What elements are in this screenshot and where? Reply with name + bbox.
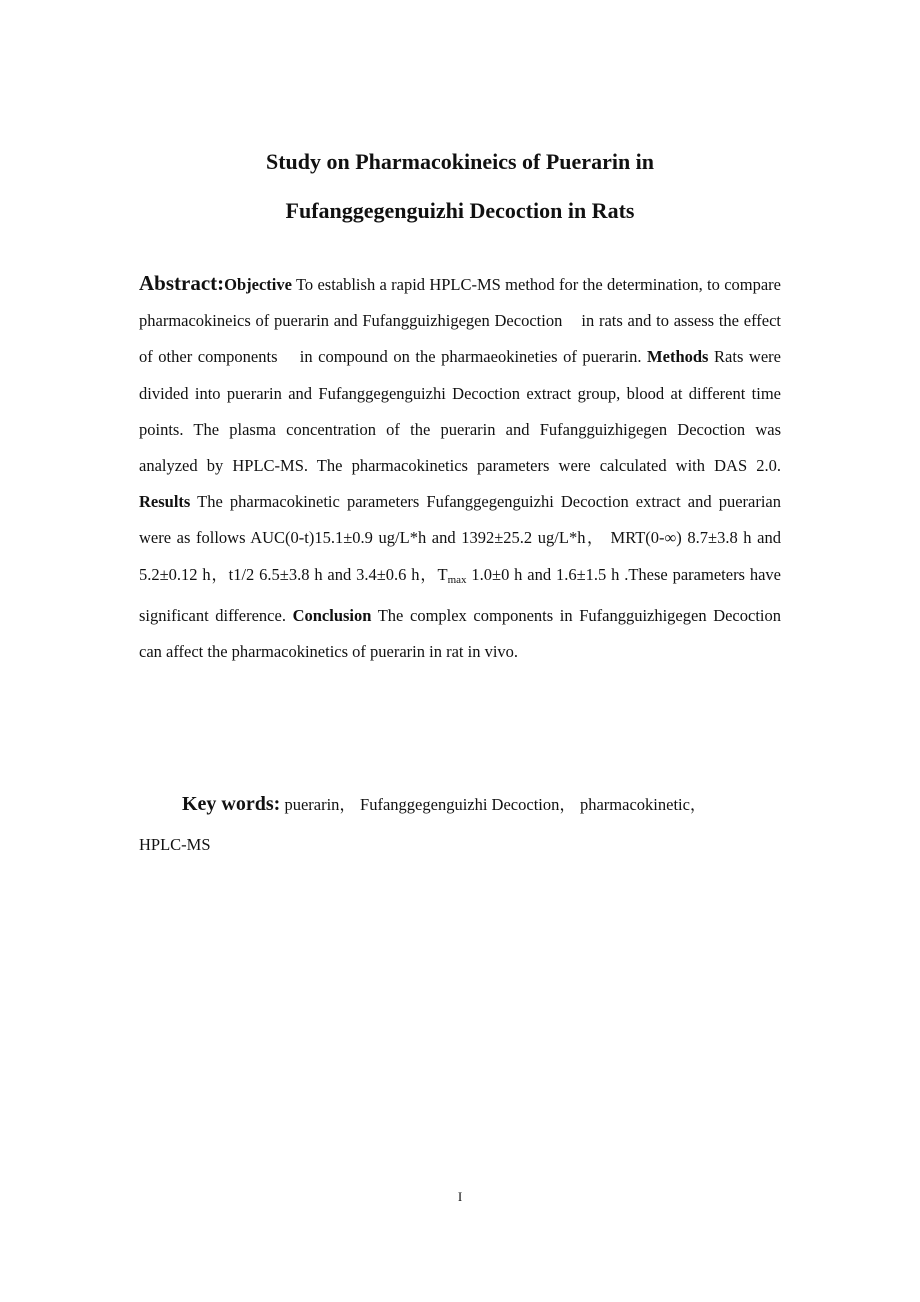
methods-text: Rats were divided into puerarin and Fufanggegenguizhi Decoction extract group, blood at different time points. The plasma concentration of the puerarin and Fufangguizhigegen Decoction was analyzed by HPLC-MS. The pharmacokinetics parameters were calculated with DAS 2.0. — [139, 347, 781, 476]
title-line-2: Fufanggegenguizhi Decoction in Rats — [285, 198, 635, 223]
results-label: Results — [139, 492, 191, 512]
objective-label: Objective — [224, 275, 292, 294]
objective-text: To establish a rapid HPLC-MS method for the determination, to compare pharmacokineics of puerarin and Fufangguizhigegen Decoction in rats and to assess the effect of other components in compound on the pharmaeokineties of puerarin. — [139, 275, 781, 367]
keywords-line-1 — [139, 784, 781, 825]
keywords-line-2: HPLC-MS — [139, 835, 211, 854]
keywords-list: puerarin， Fufanggegenguizhi Decoction， pharmacokinetic， — [280, 795, 707, 814]
tmax-symbol — [437, 565, 466, 584]
keywords-section — [139, 784, 781, 865]
abstract-heading: Abstract: — [139, 271, 225, 295]
results-text-1: The pharmacokinetic parameters Fufanggegenguizhi Decoction extract and puerarian were as follows AUC(0-t)15.1±0.9 ug/L*h and 1392±25.2 ug/L*h， MRT(0-∞) 8.7±3.8 h and 5.2±0.12 h，t1/2 6.5±3.8 h and 3.4±0.6 h， — [139, 492, 781, 584]
abstract-section — [139, 265, 781, 670]
title-line-1: Study on Pharmacokineics of Puerarin in — [265, 149, 655, 174]
abstract-paragraph — [139, 265, 781, 670]
methods-label: Methods — [647, 347, 709, 367]
conclusion-text: The complex components in Fufangguizhigegen Decoction can affect the pharmacokinetics of puerarin in rat in vivo. — [139, 605, 781, 662]
keywords-heading: Key words: — [182, 793, 281, 815]
page-number: I — [457, 1189, 463, 1204]
tmax-base: T — [437, 564, 448, 584]
tmax-subscript: max — [447, 573, 467, 586]
results-text-2: 1.0±0 h and 1.6±1.5 h .These parameters have significant difference. — [139, 564, 781, 625]
conclusion-label: Conclusion — [292, 605, 372, 625]
